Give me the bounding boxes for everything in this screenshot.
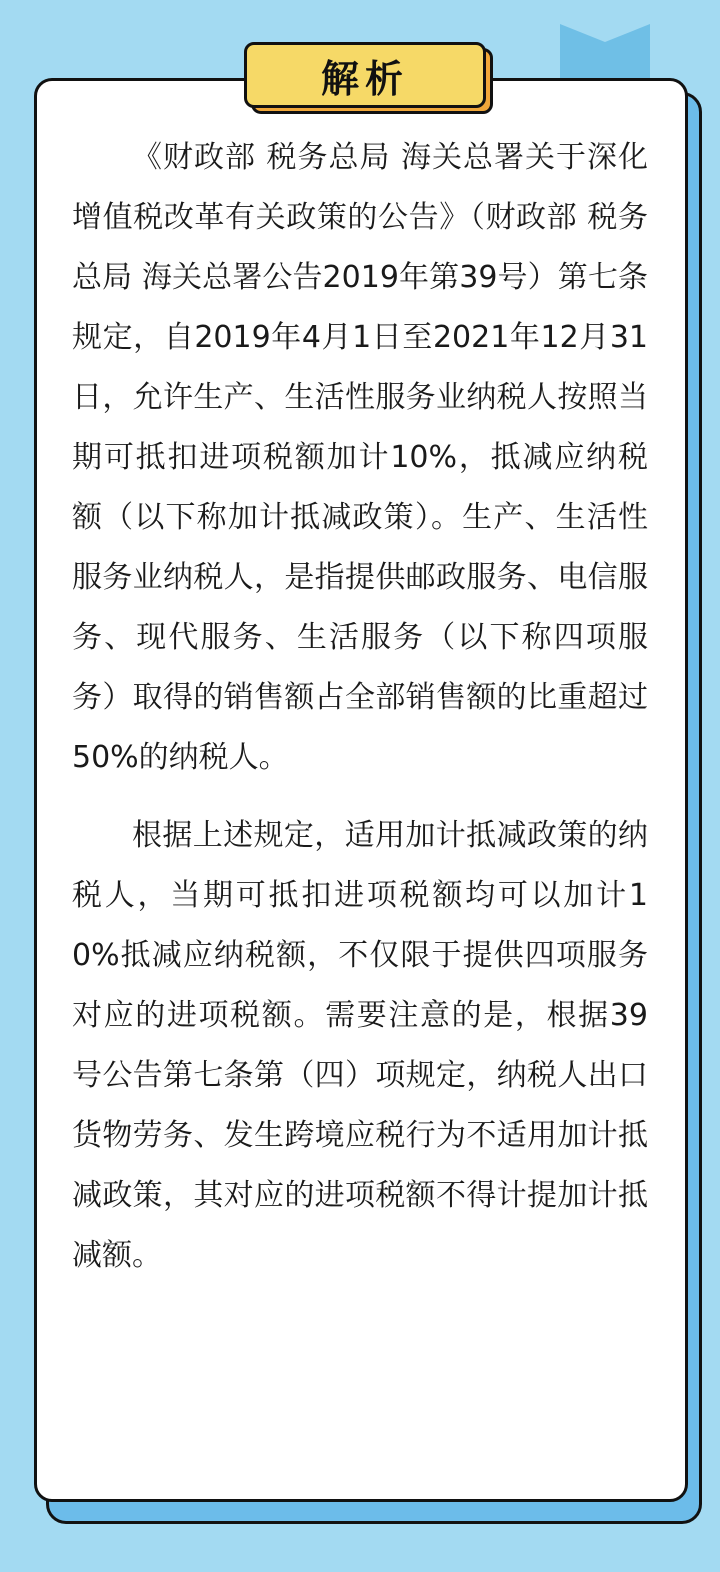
paragraph-2: 根据上述规定，适用加计抵减政策的纳税人，当期可抵扣进项税额均可以加计10%抵减应纳税额，不仅限于提供四项服务对应的进项税额。需要注意的是，根据39号公告第七条第（四）项规定，纳税人出口货物劳务、发生跨境应税行为不适用加计抵减政策，其对应的进项税额不得计提加计抵减额。 bbox=[72, 818, 648, 1273]
paragraph-1: 《财政部 税务总局 海关总署关于深化增值税改革有关政策的公告》（财政部 税务总局 海关总署公告2019年第39号）第七条规定，自2019年4月1日至2021年12月31日，允许生产、生活性服务业纳税人按照当期可抵扣进项税额加计10%，抵减应纳税额（以下称加计抵减政策）。生产、生活性服务业纳税人，是指提供邮政服务、电信服务、现代服务、生活服务（以下称四项服务）取得的销售额占全部销售额的比重超过50%的纳税人。 bbox=[72, 140, 648, 775]
title-badge bbox=[244, 42, 486, 108]
page-title: 解析 bbox=[320, 56, 409, 101]
analysis-text bbox=[72, 128, 648, 1286]
